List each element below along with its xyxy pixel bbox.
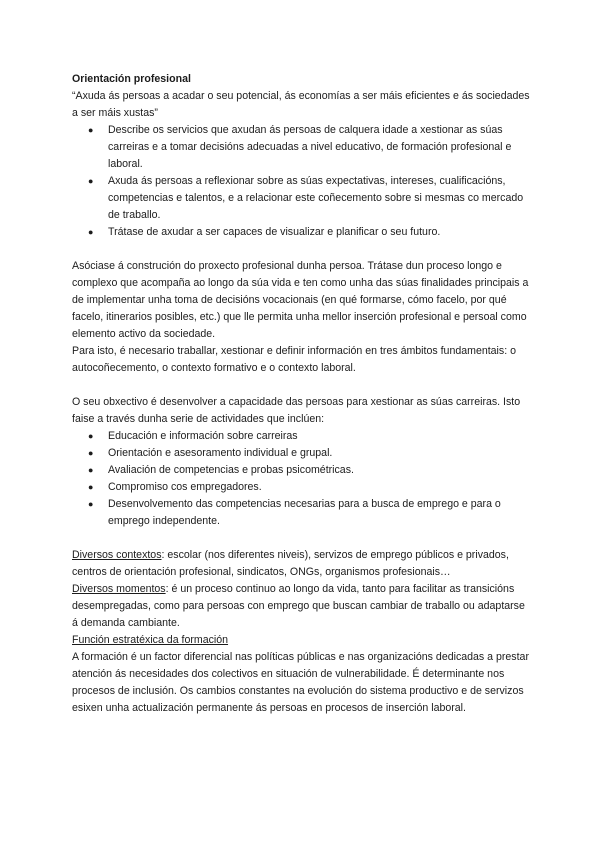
contexts-label: Diversos contextos — [72, 549, 162, 561]
subheading: Función estratéxica da formación — [72, 634, 229, 646]
paragraph: A formación é un factor diferencial nas políticas públicas e nas organizacións dedicadas a prestar atención ás necesidades dos colectivos en situación de vulnerabilidade. É determinante nos procesos de inclusión. Os cambios constantes na evolución do sistema productivo e de servizos esixen unha actualización permanente ás persoas en procesos de inserción laboral. — [72, 651, 529, 714]
bullet-icon: ● — [88, 482, 94, 492]
bullet-icon: ● — [88, 499, 94, 509]
bullet-icon: ● — [88, 448, 94, 458]
list-item: ● Educación e información sobre carreiras — [72, 428, 532, 445]
bullet-icon: ● — [88, 431, 94, 441]
paragraph: Diversos momentos: é un proceso continuo ao longo da vida, tanto para facilitar as transicións desempregadas, como para persoas con emprego que buscan cambiar de traballo ou adaptarse á demanda cambiante. — [72, 583, 525, 629]
list-item: ● Axuda ás persoas a reflexionar sobre as súas expectativas, intereses, cualificacións, competencias e talentos, e a relacionar este coñecemento sobre si mesmas co mercado de traballo. — [88, 175, 524, 221]
list-item: ● Avaliación de competencias e probas psicométricas. — [72, 462, 532, 479]
bullet-icon: ● — [88, 125, 94, 135]
list-item: ● Trátase de axudar a ser capaces de visualizar e planificar o seu futuro. — [72, 224, 532, 241]
document-page — [72, 71, 532, 717]
list-item: ● Describe os servicios que axudan ás persoas de calquera idade a xestionar as súas carreiras e a tomar decisións adecuadas a nivel educativo, de formación profesional e laboral. — [88, 124, 512, 170]
bullet-icon: ● — [88, 227, 94, 237]
paragraph: Para isto, é necesario traballar, xestionar e definir información en tres ámbitos fundamentais: o autocoñecemento, o contexto formativo e o contexto laboral. — [72, 345, 516, 374]
bullet-icon: ● — [88, 465, 94, 475]
paragraph: Diversos contextos: escolar (nos diferentes niveis), servizos de emprego públicos e privados, centros de orientación profesional, sindicatos, ONGs, organismos profesionais… — [72, 549, 509, 578]
paragraph: Asóciase á construción do proxecto profesional dunha persoa. Trátase dun proceso longo e complexo que acompaña ao longo da súa vida e ten como unha das súas finalidades principais a de implementar unha toma de decisións vocacionais (en qué formarse, cómo facelo, por qué facelo, itinerarios posibles, etc.) que lle permita unha mellor inserción profesional e persoal como elemento activo da sociedade. — [72, 260, 529, 340]
bullet-list-1 — [72, 122, 532, 241]
list-item: ● Orientación e asesoramento individual e grupal. — [72, 445, 532, 462]
bullet-list-2 — [72, 428, 532, 530]
section-title: Orientación profesional — [72, 73, 191, 85]
quote: “Axuda ás persoas a acadar o seu potencial, ás economías a ser máis eficientes e ás sociedades a ser máis xustas” — [72, 90, 530, 119]
list-item: ● Desenvolvemento das competencias necesarias para a busca de emprego e para o emprego independente. — [88, 498, 501, 527]
paragraph: O seu obxectivo é desenvolver a capacidade das persoas para xestionar as súas carreiras. Isto faise a través dunha serie de actividades que inclúen: — [72, 396, 521, 425]
list-item: ● Compromiso cos empregadores. — [72, 479, 532, 496]
bullet-icon: ● — [88, 176, 94, 186]
moments-label: Diversos momentos — [72, 583, 166, 595]
